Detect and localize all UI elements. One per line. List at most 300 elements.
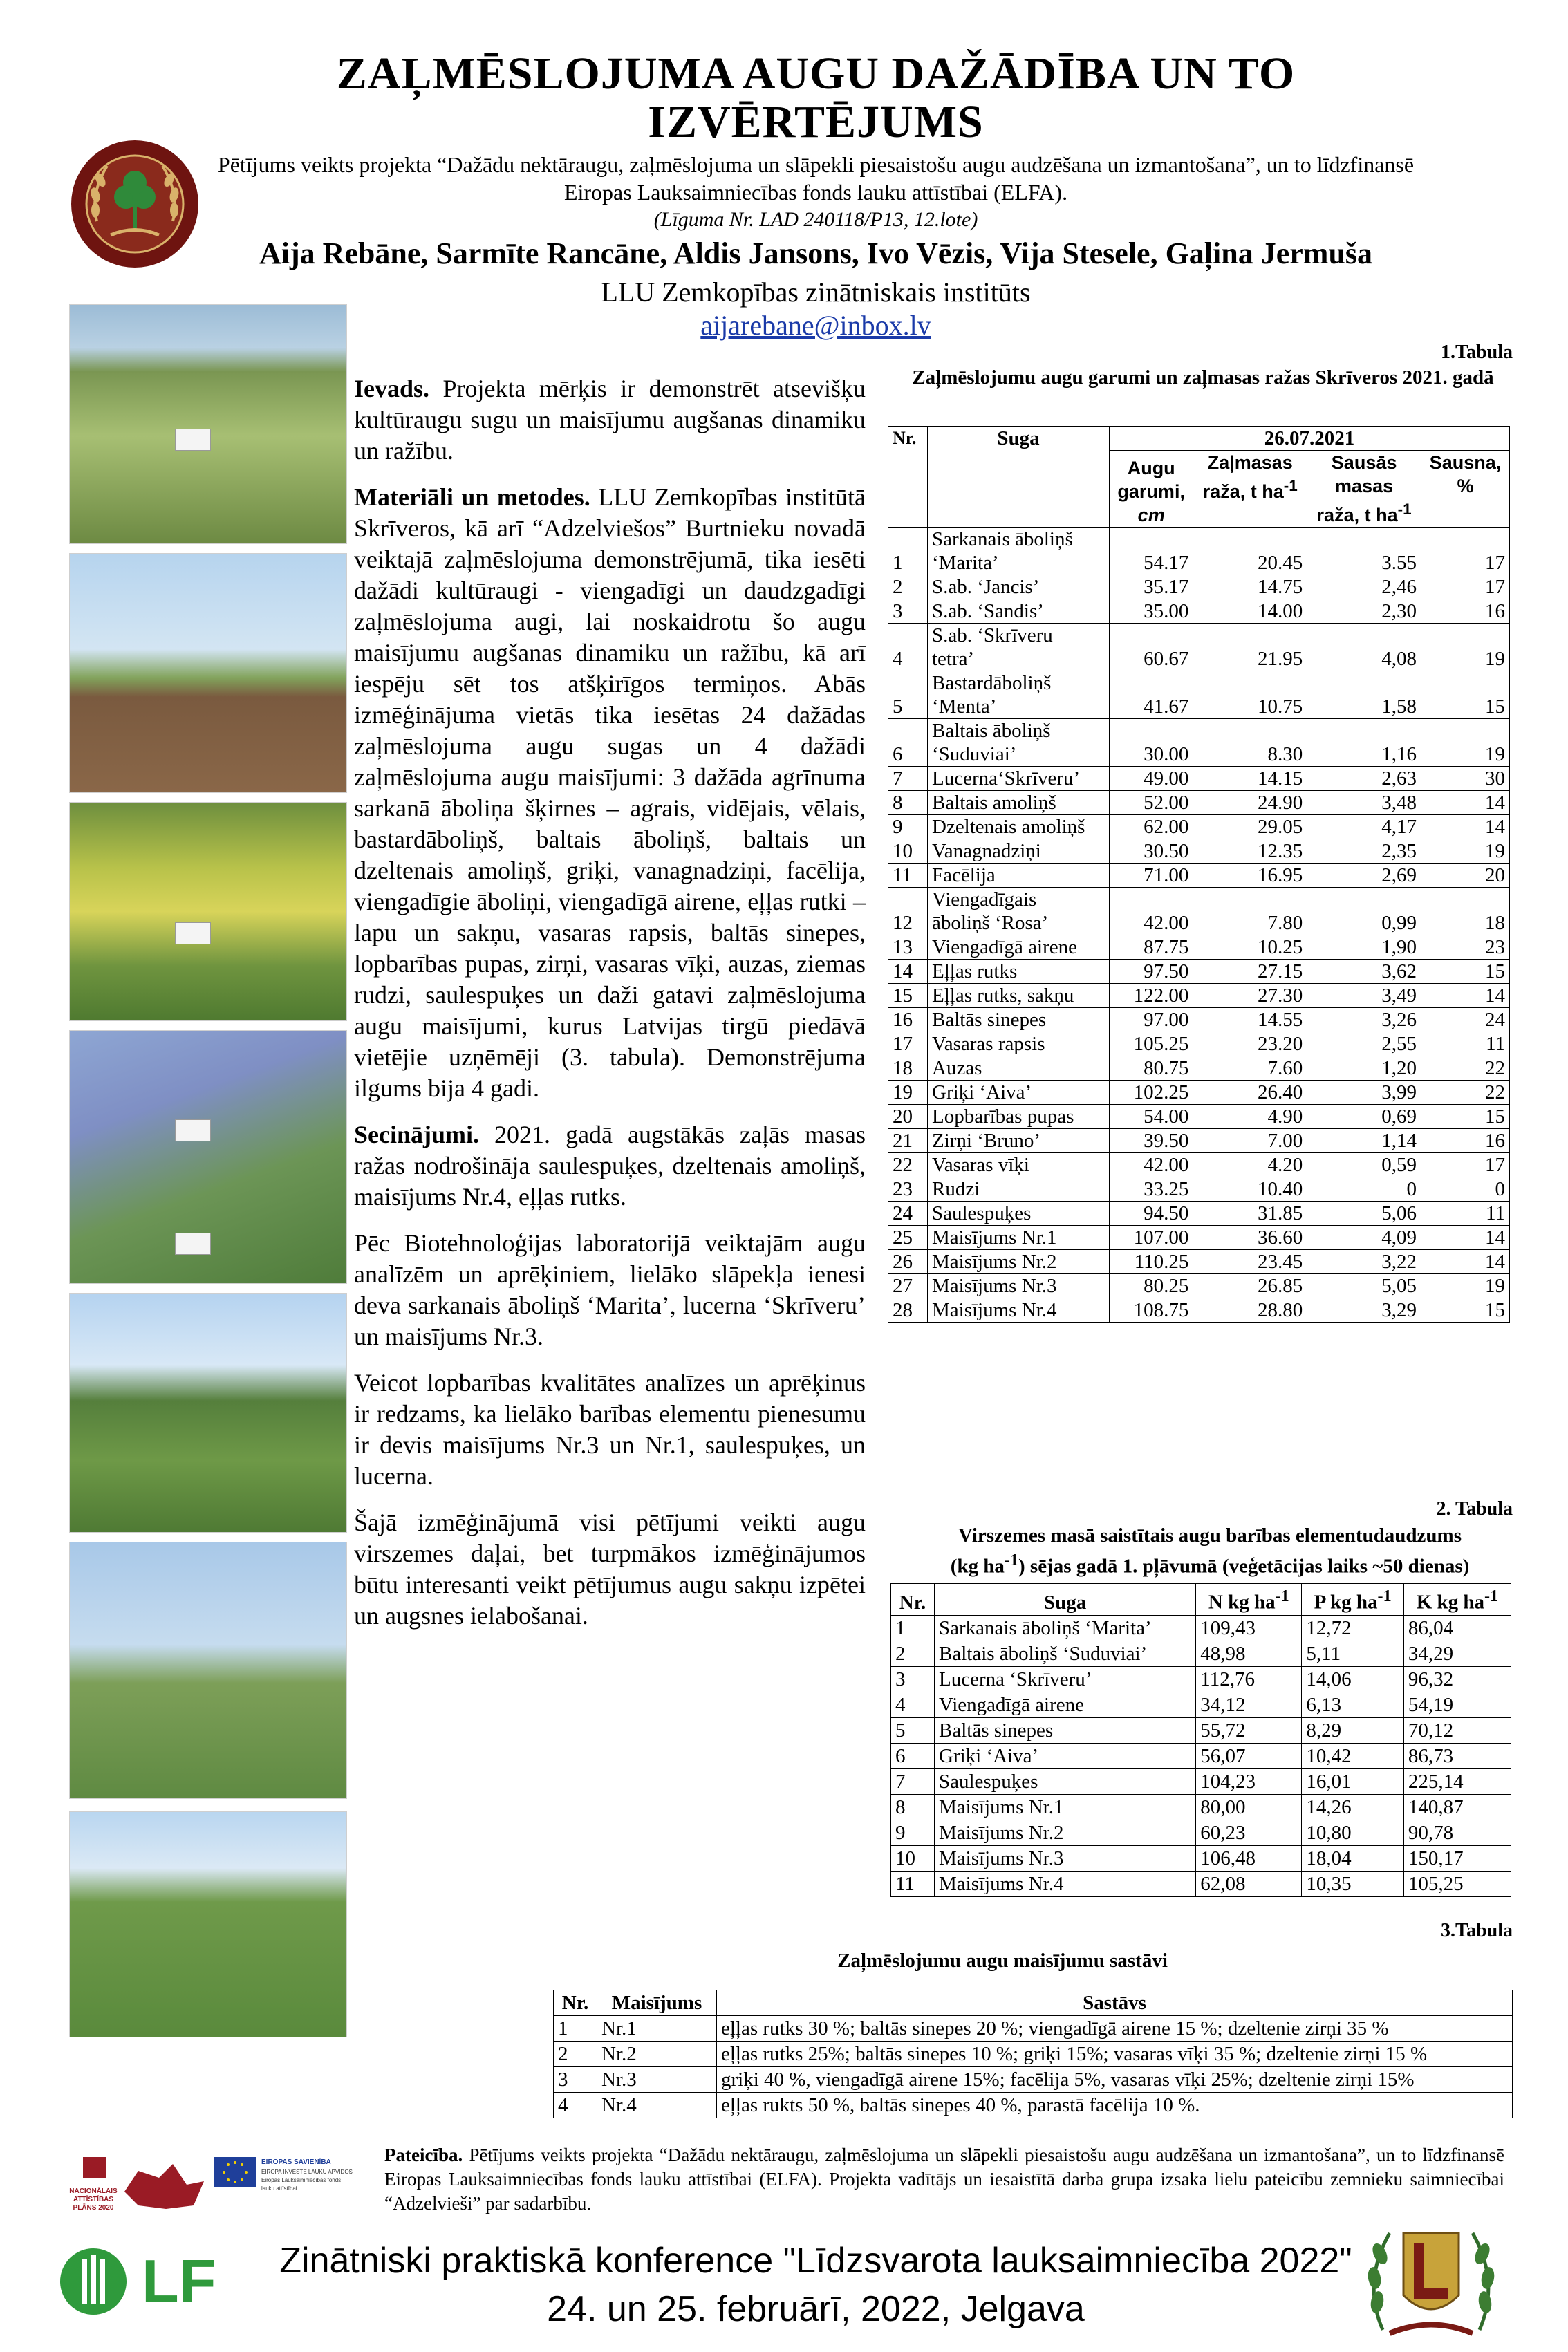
table1-body <box>888 528 1510 1323</box>
svg-text:LF: LF <box>142 2247 216 2315</box>
cell-k: 90,78 <box>1403 1820 1511 1845</box>
table-row <box>888 791 1510 815</box>
cell-sausa: 1,58 <box>1307 671 1421 719</box>
cell-zalmasa: 31.85 <box>1193 1202 1307 1226</box>
cell-n: 106,48 <box>1196 1845 1302 1871</box>
cell-sausa: 3,22 <box>1307 1250 1421 1274</box>
cell-suga-line2: ‘Marita’ <box>932 552 999 574</box>
lf-faculty-logo <box>55 2240 263 2323</box>
cell-n: 104,23 <box>1196 1768 1302 1794</box>
cell-nr: 6 <box>891 1743 935 1768</box>
table-row <box>888 888 1510 935</box>
national-plan-logo <box>69 2157 118 2212</box>
table-row <box>888 1008 1510 1032</box>
intro-text: Projekta mērķis ir demonstrēt atsevišķu kultūraugu sugu un maisījumu augšanas dinamiku un ražību. <box>354 375 866 465</box>
cell-zalmasa: 27.30 <box>1193 984 1307 1008</box>
cell-garumi: 54.17 <box>1110 528 1193 575</box>
table3-caption: Zaļmēslojumu augu maisījumu sastāvi <box>837 1950 1168 1972</box>
cell-sausa: 3,49 <box>1307 984 1421 1008</box>
acknowledgement-text: Pētījums veikts projekta “Dažādu nektāraugu, zaļmēslojuma un slāpekli piesaistošu augu audzēšana un izmantošana”, un to līdzfinansē Eiropas Lauksaimniecības fonds lauku attīstībai (ELFA). Projekta vadītājs un iesaistītā darba grupa izsaka lielu pateicību zemnieku saimniecībai “Adzelvieši” par sadarbību. <box>384 2145 1504 2214</box>
table-row <box>554 2093 1513 2118</box>
table1-caption: Zaļmēslojumu augu garumi un zaļmasas ražas Skrīveros 2021. gadā <box>912 366 1494 389</box>
cell-zalmasa: 23.45 <box>1193 1250 1307 1274</box>
cell-suga-line1: Griķi ‘Aiva’ <box>932 1081 1032 1103</box>
cell-zalmasa: 26.85 <box>1193 1274 1307 1298</box>
cell-sausna: 15 <box>1421 1298 1509 1323</box>
cell-nr: 10 <box>891 1845 935 1871</box>
cell-n: 56,07 <box>1196 1743 1302 1768</box>
table-row <box>888 1105 1510 1129</box>
cell-zalmasa: 12.35 <box>1193 839 1307 864</box>
conclusions-paragraph-4: Šajā izmēģinājumā visi pētījumi veikti augu virszemes daļai, bet turpmākos izmēģinājumos būtu interesanti veikt pētījumus augu sakņu izpētei un augsnes ielabošanai. <box>354 1509 866 1630</box>
table2-number: 2. Tabula <box>1436 1498 1513 1520</box>
cell-suga-line1: Eļļas rutks, sakņu <box>932 984 1074 1007</box>
cell-zalmasa: 36.60 <box>1193 1226 1307 1250</box>
cell-garumi: 39.50 <box>1110 1129 1193 1153</box>
cell-garumi: 30.50 <box>1110 839 1193 864</box>
cell-sausna: 19 <box>1421 624 1509 671</box>
table-row <box>888 864 1510 888</box>
cell-suga-line1: Vasaras vīķi <box>932 1154 1029 1176</box>
cell-maisijums: Nr.3 <box>597 2067 717 2093</box>
cell-p: 5,11 <box>1302 1641 1403 1666</box>
cell-suga: Maisījums Nr.1 <box>935 1794 1196 1820</box>
cell-sausa: 5,05 <box>1307 1274 1421 1298</box>
table-row <box>891 1666 1511 1692</box>
cell-nr: 6 <box>888 719 928 767</box>
table-row <box>888 984 1510 1008</box>
cell-suga: Sarkanais āboliņš ‘Marita’ <box>935 1615 1196 1641</box>
cell-suga <box>928 671 1110 719</box>
cell-suga-line1: Rudzi <box>932 1178 980 1200</box>
cell-sausa: 2,63 <box>1307 767 1421 791</box>
cell-zalmasa: 29.05 <box>1193 815 1307 839</box>
table-row <box>888 671 1510 719</box>
cell-suga-line1: Maisījums Nr.4 <box>932 1299 1057 1321</box>
institute-logo <box>69 138 200 270</box>
cell-nr: 14 <box>888 960 928 984</box>
cell-suga <box>928 815 1110 839</box>
cell-n: 60,23 <box>1196 1820 1302 1845</box>
cell-nr: 3 <box>888 599 928 624</box>
cell-sausna: 16 <box>1421 1129 1509 1153</box>
cell-suga-line1: Baltās sinepes <box>932 1009 1047 1031</box>
cell-nr: 7 <box>888 767 928 791</box>
cell-suga: Maisījums Nr.2 <box>935 1820 1196 1845</box>
cell-garumi: 35.00 <box>1110 599 1193 624</box>
methods-heading: Materiāli un metodes. <box>354 483 590 511</box>
cell-suga: Baltās sinepes <box>935 1717 1196 1743</box>
cell-zalmasa: 14.15 <box>1193 767 1307 791</box>
cell-suga <box>928 1274 1110 1298</box>
cell-zalmasa: 21.95 <box>1193 624 1307 671</box>
table-row <box>888 1153 1510 1177</box>
cell-garumi: 80.25 <box>1110 1274 1193 1298</box>
photo-phacelia <box>69 1030 347 1284</box>
cell-nr: 15 <box>888 984 928 1008</box>
cell-sausna: 30 <box>1421 767 1509 791</box>
cell-nr: 20 <box>888 1105 928 1129</box>
table-row <box>891 1871 1511 1896</box>
cell-zalmasa: 14.75 <box>1193 575 1307 599</box>
cell-sausna: 23 <box>1421 935 1509 960</box>
cell-sausa: 4,08 <box>1307 624 1421 671</box>
cell-sausna: 19 <box>1421 719 1509 767</box>
cell-garumi: 35.17 <box>1110 575 1193 599</box>
cell-nr: 2 <box>891 1641 935 1666</box>
cell-nr: 18 <box>888 1056 928 1081</box>
cell-nr: 22 <box>888 1153 928 1177</box>
cell-suga <box>928 839 1110 864</box>
table-row <box>888 1129 1510 1153</box>
cell-zalmasa: 27.15 <box>1193 960 1307 984</box>
cell-nr: 3 <box>891 1666 935 1692</box>
cell-sastavs: eļļas rukts 50 %, baltās sinepes 40 %, parastā facēlija 10 %. <box>717 2093 1513 2118</box>
cell-sausa: 3,48 <box>1307 791 1421 815</box>
cell-sausa: 0,99 <box>1307 888 1421 935</box>
cell-p: 18,04 <box>1302 1845 1403 1871</box>
cell-suga <box>928 864 1110 888</box>
table-row <box>888 1081 1510 1105</box>
cell-k: 105,25 <box>1403 1871 1511 1896</box>
cell-garumi: 108.75 <box>1110 1298 1193 1323</box>
table-row <box>554 2042 1513 2067</box>
cell-garumi: 122.00 <box>1110 984 1193 1008</box>
cell-sausa: 1,16 <box>1307 719 1421 767</box>
cell-suga <box>928 935 1110 960</box>
cell-sausna: 17 <box>1421 528 1509 575</box>
cell-sausa: 1,14 <box>1307 1129 1421 1153</box>
cell-nr: 4 <box>891 1692 935 1717</box>
table-row <box>891 1615 1511 1641</box>
cell-garumi: 87.75 <box>1110 935 1193 960</box>
cell-sausa: 5,06 <box>1307 1202 1421 1226</box>
cell-sausa: 3,99 <box>1307 1081 1421 1105</box>
cell-suga: Viengadīgā airene <box>935 1692 1196 1717</box>
table3-number: 3.Tabula <box>1440 1920 1513 1941</box>
cell-suga <box>928 1129 1110 1153</box>
cell-nr: 19 <box>888 1081 928 1105</box>
cell-nr: 5 <box>888 671 928 719</box>
cell-suga-line2: tetra’ <box>932 648 975 670</box>
cell-garumi: 42.00 <box>1110 1153 1193 1177</box>
cell-k: 34,29 <box>1403 1641 1511 1666</box>
table3-header-maisijums: Maisījums <box>597 1990 717 2016</box>
latvia-map-logo <box>124 2164 204 2209</box>
table1-header-suga: Suga <box>928 427 1110 528</box>
conference-date: 24. un 25. februārī, 2022, Jelgava <box>547 2289 1085 2329</box>
table1-number: 1.Tabula <box>1440 342 1513 363</box>
cell-sausa: 0 <box>1307 1177 1421 1202</box>
cell-sausa: 1,20 <box>1307 1056 1421 1081</box>
cell-sausna: 18 <box>1421 888 1509 935</box>
cell-sausa: 3.55 <box>1307 528 1421 575</box>
cell-p: 14,26 <box>1302 1794 1403 1820</box>
cell-zalmasa: 14.00 <box>1193 599 1307 624</box>
cell-sausna: 17 <box>1421 1153 1509 1177</box>
cell-zalmasa: 16.95 <box>1193 864 1307 888</box>
cell-nr: 11 <box>891 1871 935 1896</box>
poster-title: ZAĻMĒSLOJUMA AUGU DAŽĀDĪBA UN TO IZVĒRTĒJUMS <box>336 48 1296 147</box>
cell-nr: 2 <box>554 2042 597 2067</box>
table-row <box>554 2067 1513 2093</box>
cell-sausna: 14 <box>1421 984 1509 1008</box>
table2-header-nr: Nr. <box>891 1584 935 1616</box>
cell-sausa: 3,29 <box>1307 1298 1421 1323</box>
cell-nr: 26 <box>888 1250 928 1274</box>
cell-suga <box>928 1298 1110 1323</box>
cell-p: 6,13 <box>1302 1692 1403 1717</box>
table2-header-p: P kg $ha^{-1}$ <box>1302 1584 1403 1616</box>
svg-text:ATTĪSTĪBAS: ATTĪSTĪBAS <box>73 2196 114 2203</box>
cell-k: 54,19 <box>1403 1692 1511 1717</box>
contact-email-link[interactable]: aijarebane@inbox.lv <box>700 310 931 341</box>
conclusions-paragraph <box>354 1119 866 1213</box>
cell-p: 10,42 <box>1302 1743 1403 1768</box>
table-row <box>888 1032 1510 1056</box>
cell-p: 10,80 <box>1302 1820 1403 1845</box>
cell-zalmasa: 23.20 <box>1193 1032 1307 1056</box>
table-row <box>888 1056 1510 1081</box>
cell-suga <box>928 624 1110 671</box>
cell-nr: 9 <box>888 815 928 839</box>
cell-suga-line1: Eļļas rutks <box>932 960 1018 982</box>
cell-k: 140,87 <box>1403 1794 1511 1820</box>
photo-buckwheat-field <box>69 304 347 544</box>
cell-zalmasa: 10.75 <box>1193 671 1307 719</box>
cell-suga-line1: Maisījums Nr.2 <box>932 1251 1057 1273</box>
cell-garumi: 71.00 <box>1110 864 1193 888</box>
poster-subtitle: Pētījums veikts projekta “Dažādu nektāraugu, zaļmēslojuma un slāpekli piesaistošu augu audzēšana un izmantošana”, un to līdzfinansē Eiropas Lauksaimniecības fonds lauku attīstībai (ELFA). <box>217 152 1415 205</box>
photo-group-visit <box>69 1542 347 1799</box>
cell-suga <box>928 1008 1110 1032</box>
cell-suga <box>928 888 1110 935</box>
cell-sausna: 22 <box>1421 1056 1509 1081</box>
cell-garumi: 30.00 <box>1110 719 1193 767</box>
cell-sausa: 3,62 <box>1307 960 1421 984</box>
cell-suga-line1: Saulespuķes <box>932 1202 1032 1224</box>
cell-nr: 27 <box>888 1274 928 1298</box>
cell-sastavs: eļļas rutks 30 %; baltās sinepes 20 %; viengadīgā airene 15 %; dzeltenie zirņi 35 % <box>717 2016 1513 2042</box>
cell-suga <box>928 960 1110 984</box>
cell-garumi: 102.25 <box>1110 1081 1193 1105</box>
cell-garumi: 42.00 <box>1110 888 1193 935</box>
cell-suga-line1: Lopbarības pupas <box>932 1105 1074 1128</box>
cell-nr: 4 <box>888 624 928 671</box>
cell-sausna: 19 <box>1421 1274 1509 1298</box>
cell-sastavs: eļļas rutks 25%; baltās sinepes 10 %; griķi 15%; vasaras vīķi 35 %; dzeltenie zirņi 15 % <box>717 2042 1513 2067</box>
table1-header-date: 26.07.2021 <box>1110 427 1510 451</box>
svg-text:NACIONĀLAIS: NACIONĀLAIS <box>69 2187 118 2195</box>
cell-sausa: 2,30 <box>1307 599 1421 624</box>
cell-zalmasa: 7.80 <box>1193 888 1307 935</box>
cell-suga <box>928 575 1110 599</box>
cell-p: 16,01 <box>1302 1768 1403 1794</box>
cell-suga-line1: Baltais āboliņš <box>932 720 1051 742</box>
cell-nr: 24 <box>888 1202 928 1226</box>
cell-zalmasa: 7.00 <box>1193 1129 1307 1153</box>
cell-garumi: 41.67 <box>1110 671 1193 719</box>
cell-n: 48,98 <box>1196 1641 1302 1666</box>
table-row <box>888 719 1510 767</box>
cell-nr: 21 <box>888 1129 928 1153</box>
cell-suga: Baltais āboliņš ‘Suduviai’ <box>935 1641 1196 1666</box>
table-row <box>888 1226 1510 1250</box>
cell-suga: Lucerna ‘Skrīveru’ <box>935 1666 1196 1692</box>
cell-nr: 11 <box>888 864 928 888</box>
cell-nr: 5 <box>891 1717 935 1743</box>
svg-text:EIROPA INVESTĒ LAUKU APVIDOS: EIROPA INVESTĒ LAUKU APVIDOS <box>261 2169 353 2175</box>
svg-text:PLĀNS 2020: PLĀNS 2020 <box>73 2204 114 2212</box>
conclusions-text: 2021. gadā augstākās zaļās masas ražas nodrošināja saulespuķes, dzeltenais amoliņš, maisījums Nr.4, eļļas rutks. <box>354 1121 866 1211</box>
cell-suga-line1: Facēlija <box>932 864 996 886</box>
table-row <box>888 624 1510 671</box>
table-row <box>888 1177 1510 1202</box>
table-row <box>888 1202 1510 1226</box>
cell-garumi: 107.00 <box>1110 1226 1193 1250</box>
cell-suga <box>928 1153 1110 1177</box>
cell-garumi: 80.75 <box>1110 1056 1193 1081</box>
cell-zalmasa: 4.90 <box>1193 1105 1307 1129</box>
cell-suga: Griķi ‘Aiva’ <box>935 1743 1196 1768</box>
table3-body <box>554 2016 1513 2118</box>
cell-k: 86,04 <box>1403 1615 1511 1641</box>
cell-sausna: 14 <box>1421 1226 1509 1250</box>
photo-harvesting <box>69 1811 347 2037</box>
cell-nr: 9 <box>891 1820 935 1845</box>
cell-sausa: 0,59 <box>1307 1153 1421 1177</box>
cell-suga-line2: ‘Suduviai’ <box>932 743 1017 765</box>
cell-suga <box>928 767 1110 791</box>
photo-yellow-flowers <box>69 802 347 1021</box>
cell-sausa: 2,35 <box>1307 839 1421 864</box>
cell-sausna: 14 <box>1421 791 1509 815</box>
cell-k: 225,14 <box>1403 1768 1511 1794</box>
cell-garumi: 94.50 <box>1110 1202 1193 1226</box>
svg-text:Eiropas Lauksaimniecības fonds: Eiropas Lauksaimniecības fonds <box>261 2177 342 2183</box>
cell-nr: 4 <box>554 2093 597 2118</box>
cell-zalmasa: 8.30 <box>1193 719 1307 767</box>
cell-garumi: 60.67 <box>1110 624 1193 671</box>
cell-sausa: 2,69 <box>1307 864 1421 888</box>
cell-suga <box>928 1250 1110 1274</box>
cell-nr: 3 <box>554 2067 597 2093</box>
table1-header-sausa: Sausās masas raža, t $ha^{-1}$ <box>1307 451 1421 528</box>
table-row <box>888 1298 1510 1323</box>
cell-nr: 1 <box>888 528 928 575</box>
table1-header-garumi: Augu garumi, cm <box>1110 451 1193 528</box>
cell-sausa: 2,55 <box>1307 1032 1421 1056</box>
cell-sausna: 11 <box>1421 1032 1509 1056</box>
cell-suga-line1: Viengadīgais <box>932 888 1037 911</box>
cell-sausa: 3,26 <box>1307 1008 1421 1032</box>
table-row <box>891 1692 1511 1717</box>
cell-garumi: 97.50 <box>1110 960 1193 984</box>
table-row <box>891 1641 1511 1666</box>
cell-suga-line1: Sarkanais āboliņš <box>932 528 1073 550</box>
table-row <box>888 839 1510 864</box>
cell-garumi: 54.00 <box>1110 1105 1193 1129</box>
acknowledgement-heading: Pateicība. <box>384 2145 463 2165</box>
table-row <box>891 1794 1511 1820</box>
cell-n: 80,00 <box>1196 1794 1302 1820</box>
table-row <box>554 2016 1513 2042</box>
cell-sausna: 11 <box>1421 1202 1509 1226</box>
eu-flag-logo <box>214 2157 353 2192</box>
cell-n: 34,12 <box>1196 1692 1302 1717</box>
cell-k: 70,12 <box>1403 1717 1511 1743</box>
cell-n: 55,72 <box>1196 1717 1302 1743</box>
cell-sausa: 2,46 <box>1307 575 1421 599</box>
table1 <box>888 426 1510 1323</box>
cell-p: 12,72 <box>1302 1615 1403 1641</box>
cell-nr: 17 <box>888 1032 928 1056</box>
cell-suga <box>928 1105 1110 1129</box>
cell-nr: 16 <box>888 1008 928 1032</box>
cell-suga-line1: Vasaras rapsis <box>932 1033 1045 1055</box>
table2-caption: Virszemes masā saistītais augu barības elementudaudzums (kg $ha^{-1}$) sējas gadā 1. pļāvumā (veģetācijas laiks ~50 dienas) <box>950 1524 1470 1578</box>
table3-header-sastavs: Sastāvs <box>717 1990 1513 2016</box>
cell-nr: 25 <box>888 1226 928 1250</box>
intro-paragraph <box>354 373 866 467</box>
cell-nr: 12 <box>888 888 928 935</box>
conclusions-paragraph-3: Veicot lopbarības kvalitātes analīzes un aprēķinus ir redzams, ka lielāko barības elementu pienesumu ir devis maisījums Nr.3 un Nr.1, saulespuķes, un lucerna. <box>354 1369 866 1490</box>
table-row <box>888 599 1510 624</box>
cell-sausna: 24 <box>1421 1008 1509 1032</box>
intro-heading: Ievads. <box>354 375 430 402</box>
cell-suga <box>928 791 1110 815</box>
cell-garumi: 97.00 <box>1110 1008 1193 1032</box>
cell-zalmasa: 28.80 <box>1193 1298 1307 1323</box>
cell-nr: 8 <box>888 791 928 815</box>
cell-zalmasa: 20.45 <box>1193 528 1307 575</box>
cell-p: 14,06 <box>1302 1666 1403 1692</box>
cell-n: 112,76 <box>1196 1666 1302 1692</box>
table-row <box>891 1768 1511 1794</box>
cell-suga-line1: Zirņi ‘Bruno’ <box>932 1130 1041 1152</box>
funding-logos <box>55 2150 360 2219</box>
cell-suga: Maisījums Nr.4 <box>935 1871 1196 1896</box>
photo-green-field <box>69 1293 347 1533</box>
table-row <box>888 815 1510 839</box>
svg-text:lauku attīstībai: lauku attīstībai <box>261 2185 297 2192</box>
cell-garumi: 62.00 <box>1110 815 1193 839</box>
cell-nr: 1 <box>554 2016 597 2042</box>
cell-sausna: 14 <box>1421 815 1509 839</box>
table1-header-nr: Nr. <box>888 427 928 528</box>
cell-sausna: 16 <box>1421 599 1509 624</box>
cell-suga-line1: Viengadīgā airene <box>932 936 1078 958</box>
photo-sowing-field <box>69 553 347 793</box>
body-text <box>354 373 866 1647</box>
svg-text:EIROPAS SAVIENĪBA: EIROPAS SAVIENĪBA <box>261 2158 331 2166</box>
cell-garumi: 49.00 <box>1110 767 1193 791</box>
conference-title: Zinātniski praktiskā konference "Līdzsvarota lauksaimniecība 2022" <box>279 2241 1352 2281</box>
cell-sausna: 17 <box>1421 575 1509 599</box>
cell-garumi: 52.00 <box>1110 791 1193 815</box>
cell-suga-line1: Auzas <box>932 1057 982 1079</box>
conclusions-paragraph-2: Pēc Biotehnoloģijas laboratorijā veiktajām augu analīzēm un aprēķiniem, lielāko slāpekļa ienesi deva sarkanais āboliņš ‘Marita’, lucerna ‘Skrīveru’ un maisījums Nr.3. <box>354 1229 866 1350</box>
cell-suga-line1: Vanagnadziņi <box>932 840 1041 862</box>
table-row <box>888 1274 1510 1298</box>
cell-sausna: 14 <box>1421 1250 1509 1274</box>
cell-sausa: 4,09 <box>1307 1226 1421 1250</box>
cell-sausna: 15 <box>1421 671 1509 719</box>
cell-k: 96,32 <box>1403 1666 1511 1692</box>
cell-sausna: 22 <box>1421 1081 1509 1105</box>
acknowledgement <box>384 2143 1504 2216</box>
cell-suga <box>928 1202 1110 1226</box>
